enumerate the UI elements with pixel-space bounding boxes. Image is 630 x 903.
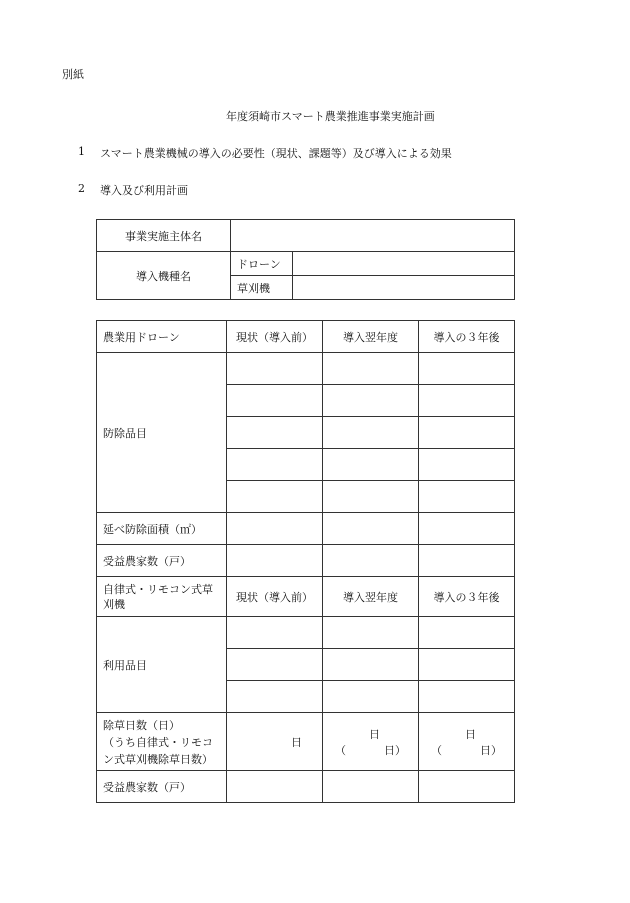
section-1-heading: スマート農業機械の導入の必要性（現状、課題等）及び導入による効果: [100, 147, 452, 160]
paren-open: （: [335, 743, 346, 757]
input-cell[interactable]: [323, 417, 419, 449]
mowing-days-three-years[interactable]: [419, 713, 515, 771]
input-cell[interactable]: [323, 545, 419, 577]
input-cell[interactable]: [419, 481, 515, 513]
input-cell[interactable]: [227, 417, 323, 449]
input-cell[interactable]: [419, 353, 515, 385]
input-cell[interactable]: [419, 385, 515, 417]
input-cell[interactable]: [323, 353, 419, 385]
mowing-days-label-line1: 除草日数（日）: [103, 719, 180, 732]
entity-name-label: 事業実施主体名: [97, 220, 231, 252]
input-cell[interactable]: [323, 449, 419, 481]
mower-label: 草刈機: [231, 276, 293, 300]
page-title: 年度須崎市スマート農業推進事業実施計画: [226, 110, 435, 123]
section-2-number: 2: [78, 182, 85, 195]
input-cell[interactable]: [419, 771, 515, 803]
entity-name-field[interactable]: [231, 220, 515, 252]
input-cell[interactable]: [227, 449, 323, 481]
mowing-days-label: [97, 713, 227, 771]
input-cell[interactable]: [227, 545, 323, 577]
pest-control-crop-label: 防除品目: [97, 353, 227, 513]
input-cell[interactable]: [227, 649, 323, 681]
autonomous-days-paren: [329, 742, 412, 758]
input-cell[interactable]: [323, 649, 419, 681]
header-next-year: 導入翌年度: [323, 321, 419, 353]
day-unit: 日: [465, 727, 476, 741]
input-cell[interactable]: [323, 771, 419, 803]
mower-header: 自律式・リモコン式草刈機: [97, 577, 227, 617]
beneficiary-farms-label-2: 受益農家数（戸）: [97, 771, 227, 803]
paren-close: 日）: [480, 743, 502, 757]
mowing-days-label-line2: （うち自律式・リモコン式草刈機除草日数）: [103, 736, 213, 766]
usage-plan-table: [96, 320, 515, 803]
input-cell[interactable]: [419, 681, 515, 713]
machine-type-label: 導入機種名: [97, 252, 231, 300]
beneficiary-farms-label: 受益農家数（戸）: [97, 545, 227, 577]
header-current: 現状（導入前）: [227, 321, 323, 353]
use-crop-label: 利用品目: [97, 617, 227, 713]
pest-control-area-label: 延べ防除面積（㎡）: [97, 513, 227, 545]
mowing-days-current[interactable]: [227, 713, 323, 771]
input-cell[interactable]: [323, 385, 419, 417]
header-current: 現状（導入前）: [227, 577, 323, 617]
input-cell[interactable]: [227, 481, 323, 513]
drone-header: 農業用ドローン: [97, 321, 227, 353]
attachment-label: 別紙: [62, 68, 84, 81]
mowing-days-next-year[interactable]: [323, 713, 419, 771]
input-cell[interactable]: [227, 385, 323, 417]
input-cell[interactable]: [419, 417, 515, 449]
input-cell[interactable]: [227, 513, 323, 545]
header-next-year: 導入翌年度: [323, 577, 419, 617]
input-cell[interactable]: [227, 617, 323, 649]
input-cell[interactable]: [419, 617, 515, 649]
entity-info-table: [96, 219, 515, 300]
header-three-years: 導入の３年後: [419, 577, 515, 617]
input-cell[interactable]: [227, 353, 323, 385]
input-cell[interactable]: [419, 649, 515, 681]
section-2-heading: 導入及び利用計画: [100, 184, 188, 197]
day-unit: 日: [291, 735, 302, 749]
input-cell[interactable]: [419, 449, 515, 481]
drone-field[interactable]: [293, 252, 515, 276]
section-1-number: 1: [78, 145, 85, 158]
day-unit: 日: [369, 727, 380, 741]
autonomous-days-paren: [425, 742, 508, 758]
mower-field[interactable]: [293, 276, 515, 300]
paren-open: （: [431, 743, 442, 757]
input-cell[interactable]: [227, 681, 323, 713]
input-cell[interactable]: [419, 513, 515, 545]
input-cell[interactable]: [323, 681, 419, 713]
input-cell[interactable]: [323, 513, 419, 545]
input-cell[interactable]: [227, 771, 323, 803]
header-three-years: 導入の３年後: [419, 321, 515, 353]
drone-label: ドローン: [231, 252, 293, 276]
input-cell[interactable]: [323, 481, 419, 513]
paren-close: 日）: [384, 743, 406, 757]
input-cell[interactable]: [419, 545, 515, 577]
input-cell[interactable]: [323, 617, 419, 649]
